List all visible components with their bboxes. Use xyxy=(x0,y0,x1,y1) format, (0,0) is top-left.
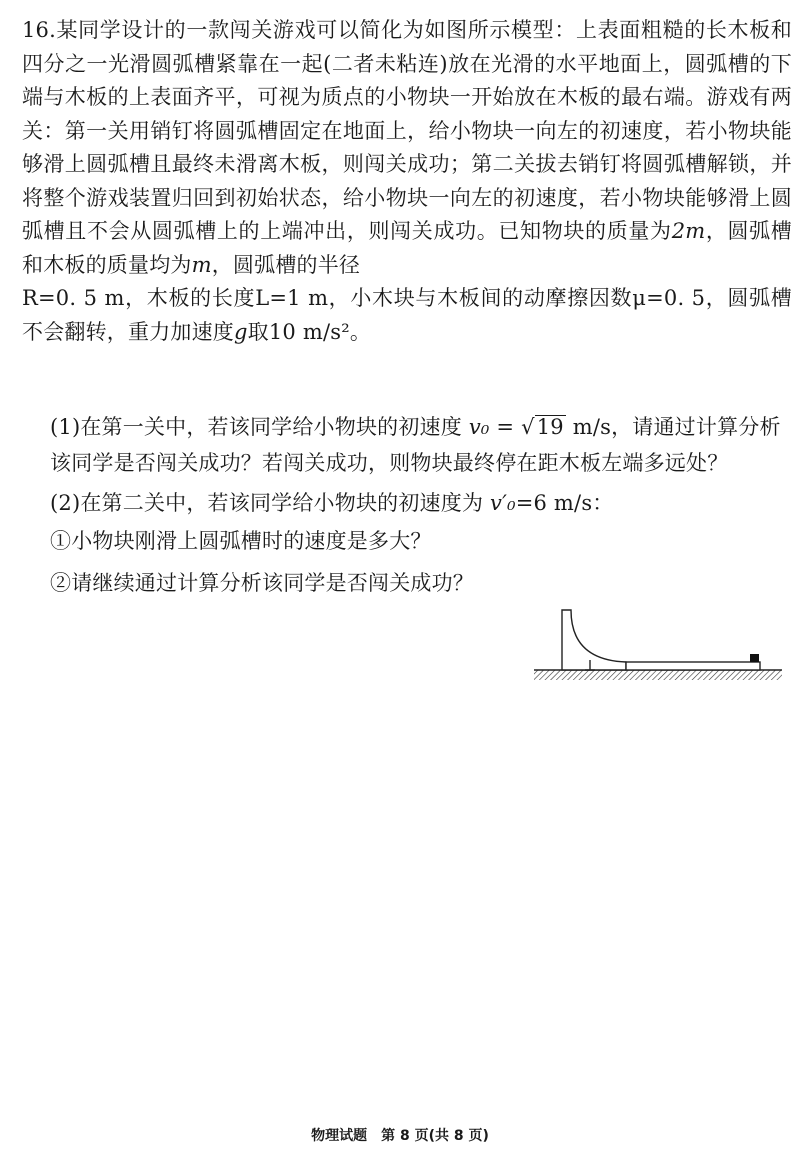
part2-text-a: (2)在第二关中，若该同学给小物块的初速度为 xyxy=(50,491,484,515)
part1-text-b: ，请通过计算分析 xyxy=(611,415,781,439)
part1-v0: v₀ = xyxy=(468,415,515,439)
part2-sub2: ②请继续通过计算分析该同学是否闯关成功？ xyxy=(50,571,474,595)
stem-text-5: ，小木块与木板间的动摩擦因数 xyxy=(328,286,633,310)
stem-text-3: ，圆弧槽的半径 xyxy=(211,252,361,277)
sqrt-symbol: √ xyxy=(521,415,535,439)
stem-text-4: ，木板的长度 xyxy=(124,286,256,310)
part2-sub1: ①小物块刚滑上圆弧槽时的速度是多大？ xyxy=(50,529,432,553)
ground xyxy=(534,670,782,680)
part1-sqrt-value: 19 xyxy=(536,415,564,439)
mass-block: 2m xyxy=(671,219,706,243)
part2-text-b: =6 m/s： xyxy=(515,491,614,515)
part2-line1 xyxy=(50,487,795,521)
stem-text-2: ，圆弧槽和木板的质量均为 xyxy=(22,219,792,277)
stem-end: 。 xyxy=(349,319,372,344)
part1-line1 xyxy=(50,411,795,445)
arc-groove xyxy=(562,610,626,670)
mu-value: μ=0. 5 xyxy=(632,286,706,310)
g-symbol: g xyxy=(234,319,248,344)
wooden-board xyxy=(626,662,760,670)
part1-text-a: (1)在第一关中，若该同学给小物块的初速度 xyxy=(50,415,462,439)
question-stem xyxy=(22,14,792,349)
stem-text-7: 取 xyxy=(247,319,269,344)
stem-text-6: ，圆弧槽不会翻转，重力加速度 xyxy=(22,286,792,344)
apparatus-diagram xyxy=(530,604,785,686)
g-value: 10 m/s² xyxy=(268,319,350,344)
small-block xyxy=(750,654,759,662)
length-value: L=1 m xyxy=(255,286,329,310)
part1-unit: m/s xyxy=(572,415,612,439)
radius-value: R=0. 5 m xyxy=(22,286,125,310)
page-footer: 物理试题 第 8 页(共 8 页) xyxy=(311,1128,489,1144)
mass-other: m xyxy=(191,252,212,277)
part1-line2: 该同学是否闯关成功？若闯关成功，则物块最终停在距木板左端多远处？ xyxy=(50,451,729,475)
question-number: 16. xyxy=(22,18,56,42)
part2-v0prime: v′₀ xyxy=(490,491,516,515)
stem-text: 某同学设计的一款闯关游戏可以简化为如图所示模型：上表面粗糙的长木板和四分之一光滑圆弧槽紧靠在一起(二者未粘连)放在光滑的水平地面上，圆弧槽的下端与木板的上表面齐平，可视为质点的小物块一开始放在木板的最右端。游戏有两关：第一关用销钉将圆弧槽固定在地面上，给小物块一向左的初速度，若小物块能够滑上圆弧槽且最终未滑离木板，则闯关成功；第二关拔去销钉将圆弧槽解锁，并将整个游戏装置归回到初始状态，给小物块一向左的初速度，若小物块能够滑上圆弧槽且不会从圆弧槽上的上端冲出，则闯关成功。已知物块的质量为 xyxy=(22,18,792,243)
